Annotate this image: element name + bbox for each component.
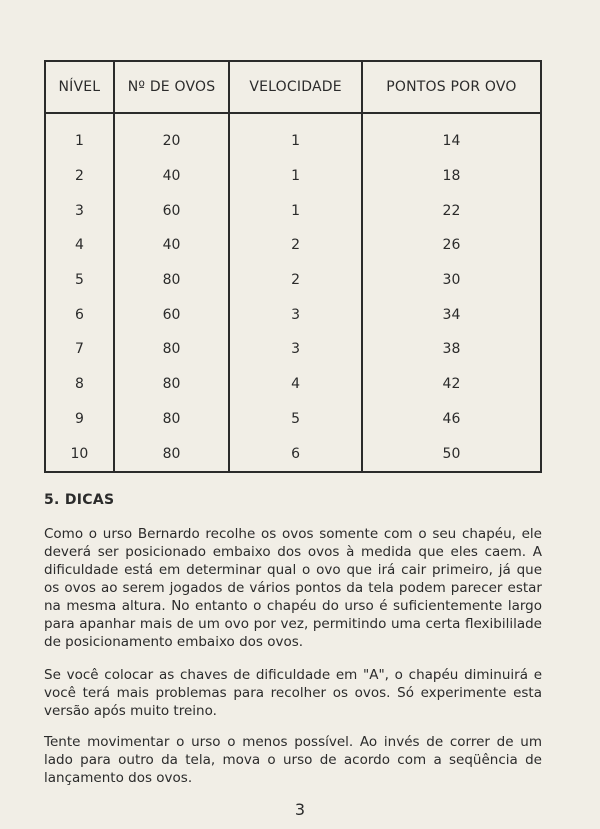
cell-level: 10 <box>70 445 89 462</box>
cell-speed: 2 <box>229 263 362 298</box>
table-row <box>45 159 541 194</box>
table-row <box>45 332 541 367</box>
table-body <box>45 113 541 472</box>
cell-level: 2 <box>74 168 84 185</box>
cell-level: 3 <box>74 202 84 219</box>
cell-speed: 5 <box>229 402 362 437</box>
cell-level: 4 <box>74 237 84 254</box>
page-number: 3 <box>294 800 306 819</box>
cell-egg-count: 80 <box>114 263 229 298</box>
cell-speed: 1 <box>229 113 362 159</box>
table-row <box>45 436 541 472</box>
cell-speed: 4 <box>229 367 362 402</box>
cell-points: 14 <box>362 113 541 159</box>
tip-paragraph-3: Tente movimentar o urso o menos possível. Ao invés de correr de um lado para outro da tela, mova o urso de acordo com a seqüência de lançamento dos ovos. <box>44 734 542 786</box>
cell-points: 42 <box>362 367 541 402</box>
table-header-row <box>45 61 541 113</box>
cell-points: 46 <box>362 402 541 437</box>
cell-speed: 2 <box>229 228 362 263</box>
section-title: 5. DICAS <box>44 492 115 508</box>
cell-points: 22 <box>362 193 541 228</box>
cell-speed: 6 <box>229 436 362 472</box>
cell-egg-count: 60 <box>114 193 229 228</box>
cell-points: 34 <box>362 297 541 332</box>
table-row <box>45 193 541 228</box>
table-row <box>45 297 541 332</box>
header-points-per-egg: PONTOS POR OVO <box>362 61 541 113</box>
cell-level: 1 <box>74 133 84 150</box>
cell-points: 26 <box>362 228 541 263</box>
cell-level: 7 <box>74 341 84 358</box>
cell-egg-count: 80 <box>114 332 229 367</box>
cell-points: 38 <box>362 332 541 367</box>
table-row <box>45 263 541 298</box>
tip-paragraph-1: Como o urso Bernardo recolhe os ovos somente com o seu chapéu, ele deverá ser posicionado embaixo dos ovos à medida que eles caem. A dificuldade está em determinar qual o ovo que irá cair primeiro, já que os ovos ao serem jogados de vários pontos da tela podem parecer estar na mesma altura. No entanto o chapéu do urso é suficientemente largo para apanhar mais de um ovo por vez, permitindo uma certa flexibililade de posicionamento embaixo dos ovos. <box>44 526 542 650</box>
cell-egg-count: 80 <box>114 367 229 402</box>
cell-level: 9 <box>74 410 84 427</box>
header-speed: VELOCIDADE <box>229 61 362 113</box>
table-row <box>45 113 541 159</box>
cell-speed: 3 <box>229 332 362 367</box>
table-row <box>45 367 541 402</box>
cell-points: 18 <box>362 159 541 194</box>
cell-egg-count: 80 <box>114 402 229 437</box>
table-row <box>45 402 541 437</box>
header-level: NÍVEL <box>45 61 114 113</box>
cell-speed: 1 <box>229 159 362 194</box>
cell-egg-count: 40 <box>114 228 229 263</box>
cell-egg-count: 20 <box>114 113 229 159</box>
cell-speed: 1 <box>229 193 362 228</box>
cell-points: 50 <box>362 436 541 472</box>
header-egg-count: Nº DE OVOS <box>114 61 229 113</box>
tip-paragraph-2: Se você colocar as chaves de dificuldade em "A", o chapéu diminuirá e você terá mais problemas para recolher os ovos. Só experimente esta versão após muito treino. <box>44 667 542 719</box>
cell-level: 6 <box>74 306 84 323</box>
cell-points: 30 <box>362 263 541 298</box>
table-row <box>45 228 541 263</box>
cell-speed: 3 <box>229 297 362 332</box>
cell-egg-count: 80 <box>114 436 229 472</box>
cell-egg-count: 40 <box>114 159 229 194</box>
cell-egg-count: 60 <box>114 297 229 332</box>
levels-table <box>44 60 542 473</box>
cell-level: 8 <box>74 376 84 393</box>
cell-level: 5 <box>74 272 84 289</box>
